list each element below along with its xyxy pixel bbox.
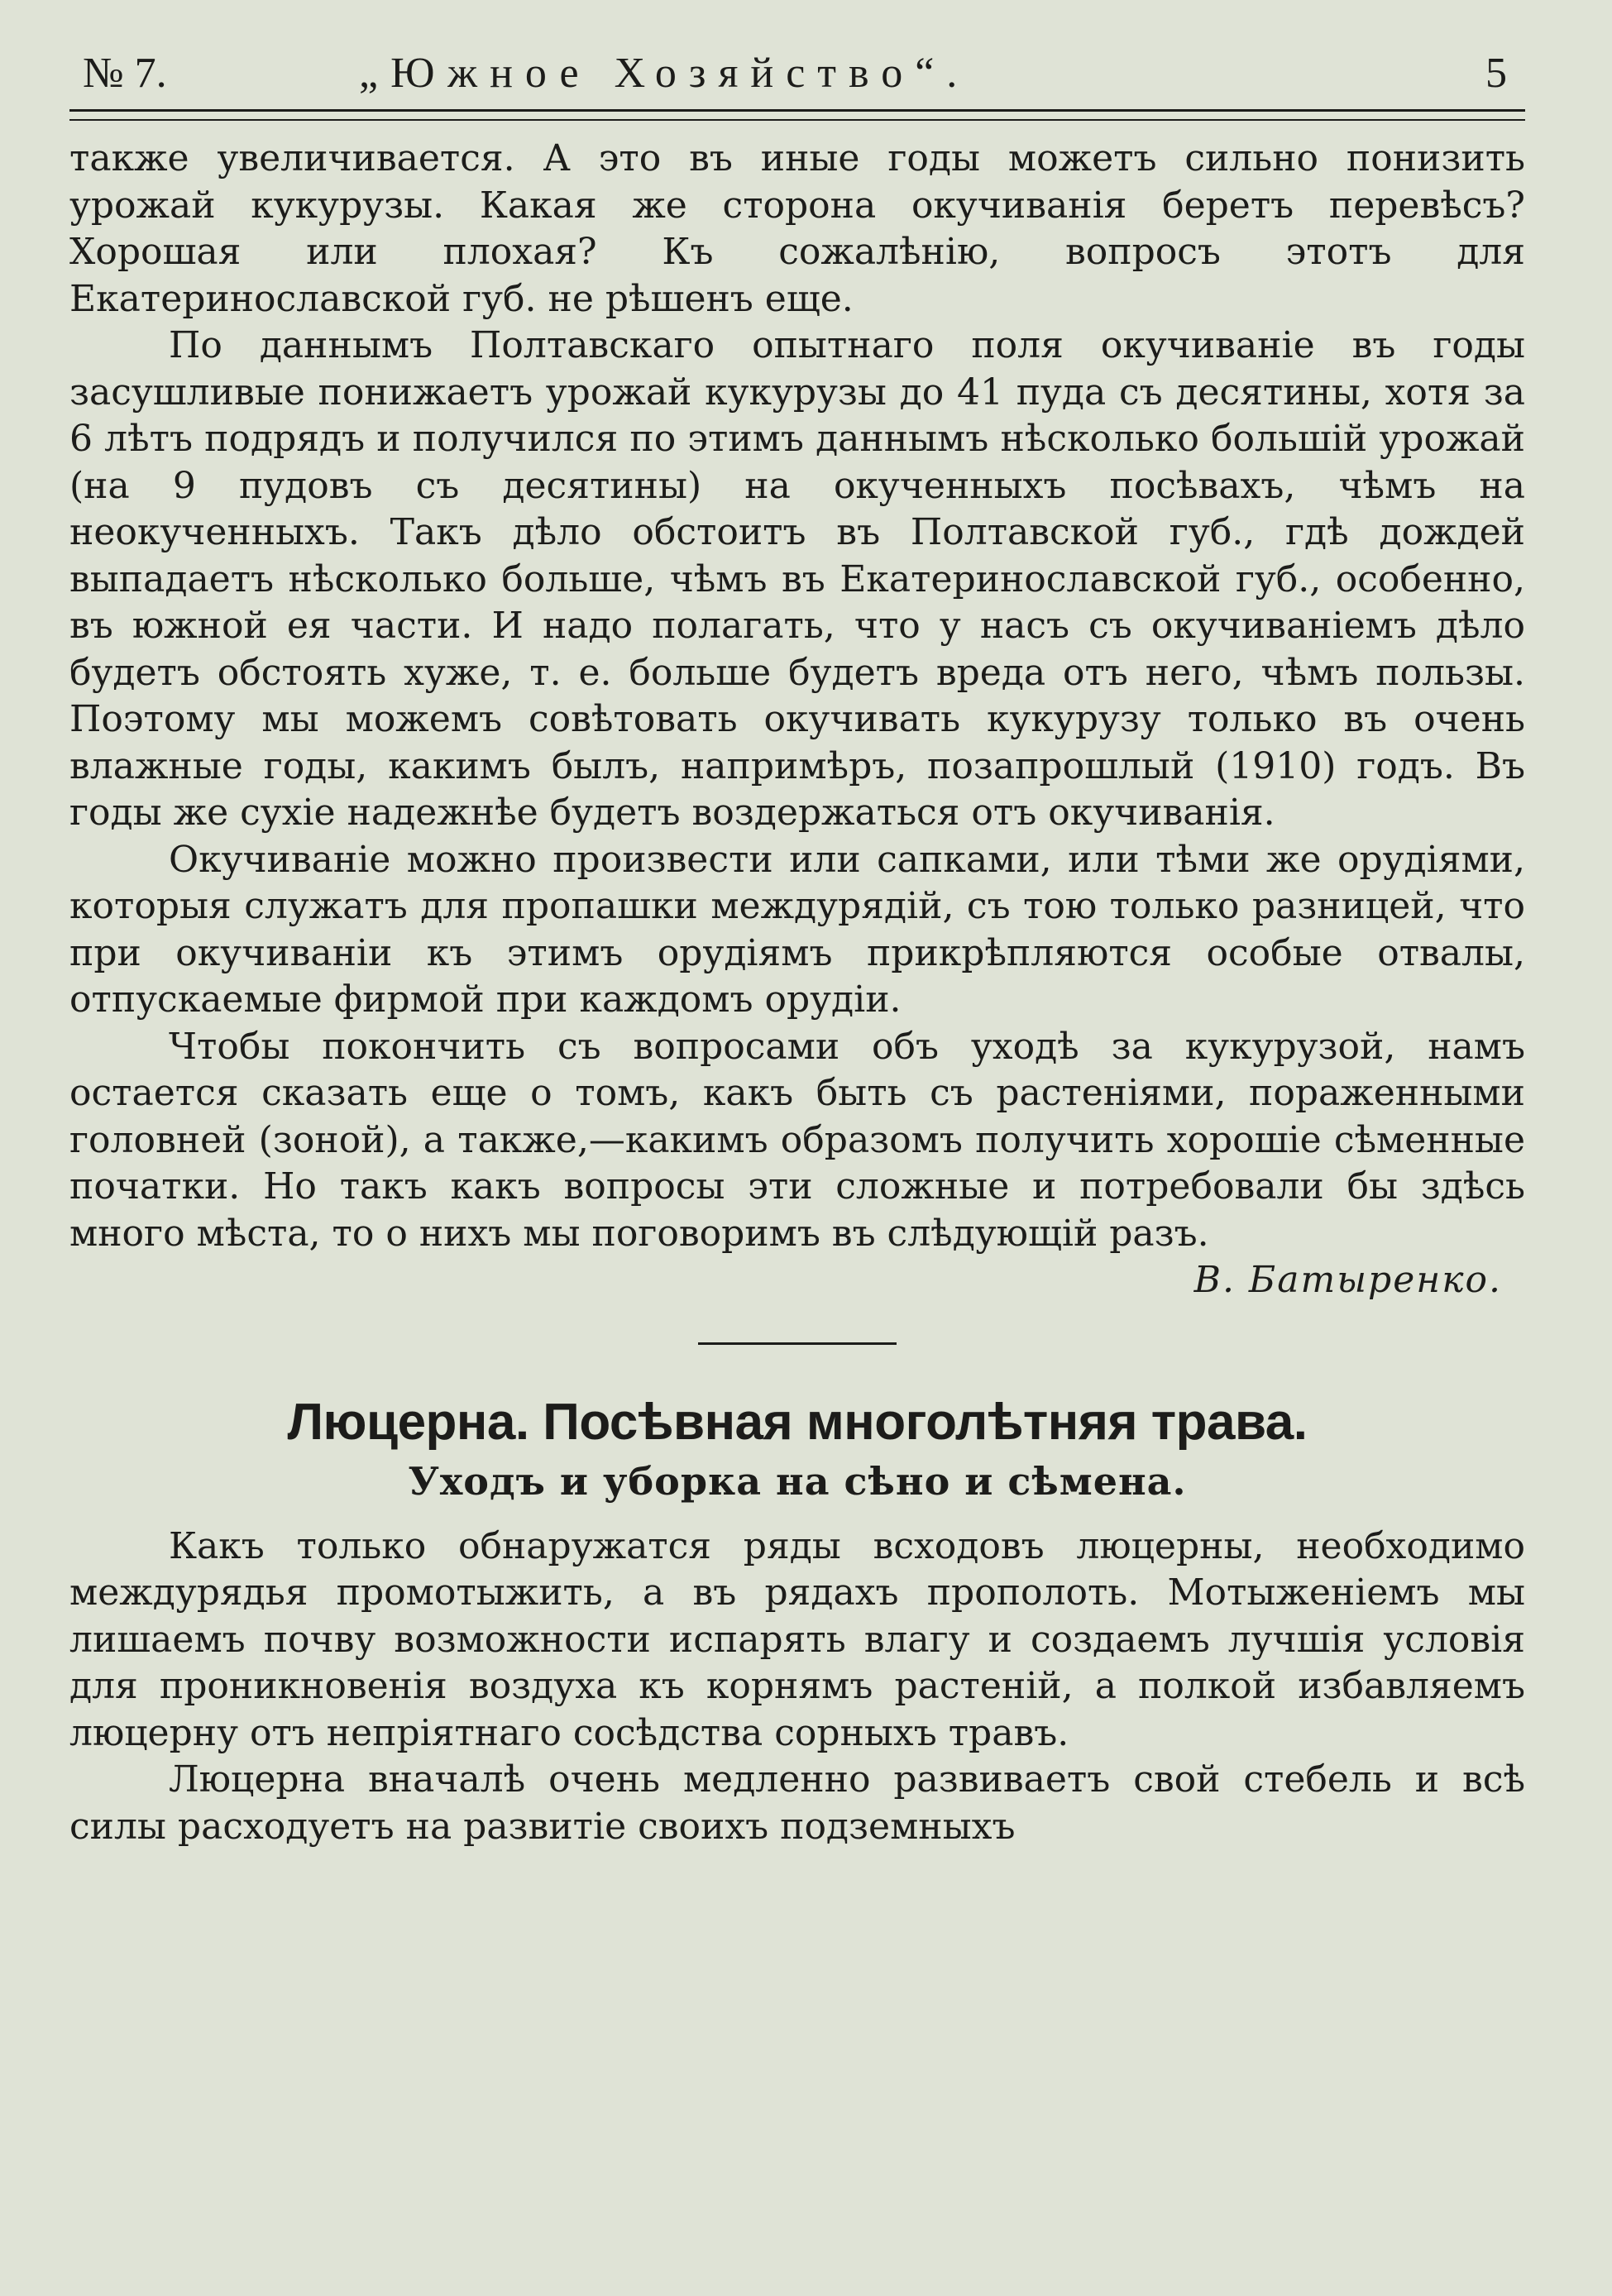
paragraph: также увеличивается. А это въ иные годы можетъ сильно понизить урожай кукурузы. Какая же сторона окучиванія беретъ перевѣсъ? Хорошая или плохая? Къ сожалѣнію, вопросъ этотъ для Екатеринославской губ. не рѣшенъ еще. xyxy=(69,137,1525,320)
author-signature: В. Батыренко. xyxy=(1193,1259,1502,1301)
article-subtitle: Уходъ и уборка на сѣно и сѣмена. xyxy=(408,1458,1187,1504)
journal-page xyxy=(69,48,1525,1850)
paragraph: Люцерна вначалѣ очень медленно развиваетъ свой стебель и всѣ силы расходуетъ на развитіе своихъ подземныхъ xyxy=(69,1758,1525,1848)
paragraph: Окучиваніе можно произвести или сапками, или тѣми же орудіями, которыя служатъ для пропашки междурядій, съ тою только разницей, что при окучиваніи къ этимъ орудіямъ прикрѣпляются особые отвалы, отпускаемые фирмой при каждомъ орудіи. xyxy=(69,838,1525,1021)
issue-number: № 7. xyxy=(83,50,167,97)
paragraph: Какъ только обнаружатся ряды всходовъ люцерны, необходимо междурядья промотыжить, а въ рядахъ прополоть. Мотыженіемъ мы лишаемъ почву возможности испарять влагу и создаемъ лучшія условія для проникновенія воздуха къ корнямъ растеній, а полкой избавляемъ люцерну отъ непріятнаго сосѣдства сорныхъ травъ. xyxy=(69,1524,1525,1754)
page-number: 5 xyxy=(1485,50,1507,97)
journal-title: „Южное Хозяйство“. xyxy=(359,50,970,97)
header-double-rule xyxy=(69,109,1525,121)
article-body xyxy=(69,1523,1525,1851)
article-continuation xyxy=(69,136,1525,1257)
running-header xyxy=(69,48,1525,99)
article-title: Люцерна. Посѣвная многолѣтняя трава. xyxy=(287,1393,1308,1451)
section-separator-rule xyxy=(698,1342,897,1345)
paragraph: По даннымъ Полтавскаго опытнаго поля окучиваніе въ годы засушливые понижаетъ урожай кукурузы до 41 пуда съ десятины, хотя за 6 лѣтъ подрядъ и получился по этимъ даннымъ нѣсколько большій урожай (на 9 пудовъ съ десятины) на окученныхъ посѣвахъ, чѣмъ на неокученныхъ. Такъ дѣло обстоитъ въ Полтавской губ., гдѣ дождей выпадаетъ нѣсколько больше, чѣмъ въ Екатеринославской губ., особенно, въ южной ея части. И надо полагать, что у насъ съ окучиваніемъ дѣло будетъ обстоять хуже, т. е. больше будетъ вреда отъ него, чѣмъ пользы. Поэтому мы можемъ совѣтовать окучивать кукурузу только въ очень влажные годы, какимъ былъ, напримѣръ, позапрошлый (1910) годъ. Въ годы же сухіе надежнѣе будетъ воздержаться отъ окучиванія. xyxy=(69,324,1525,834)
paragraph: Чтобы покончить съ вопросами объ уходѣ за кукурузой, намъ остается сказать еще о томъ, какъ быть съ растеніями, пораженными головней (зоной), а также,—какимъ образомъ получить хорошіе сѣменные початки. Но такъ какъ вопросы эти сложные и потребовали бы здѣсь много мѣста, то о нихъ мы поговоримъ въ слѣдующій разъ. xyxy=(69,1025,1525,1255)
